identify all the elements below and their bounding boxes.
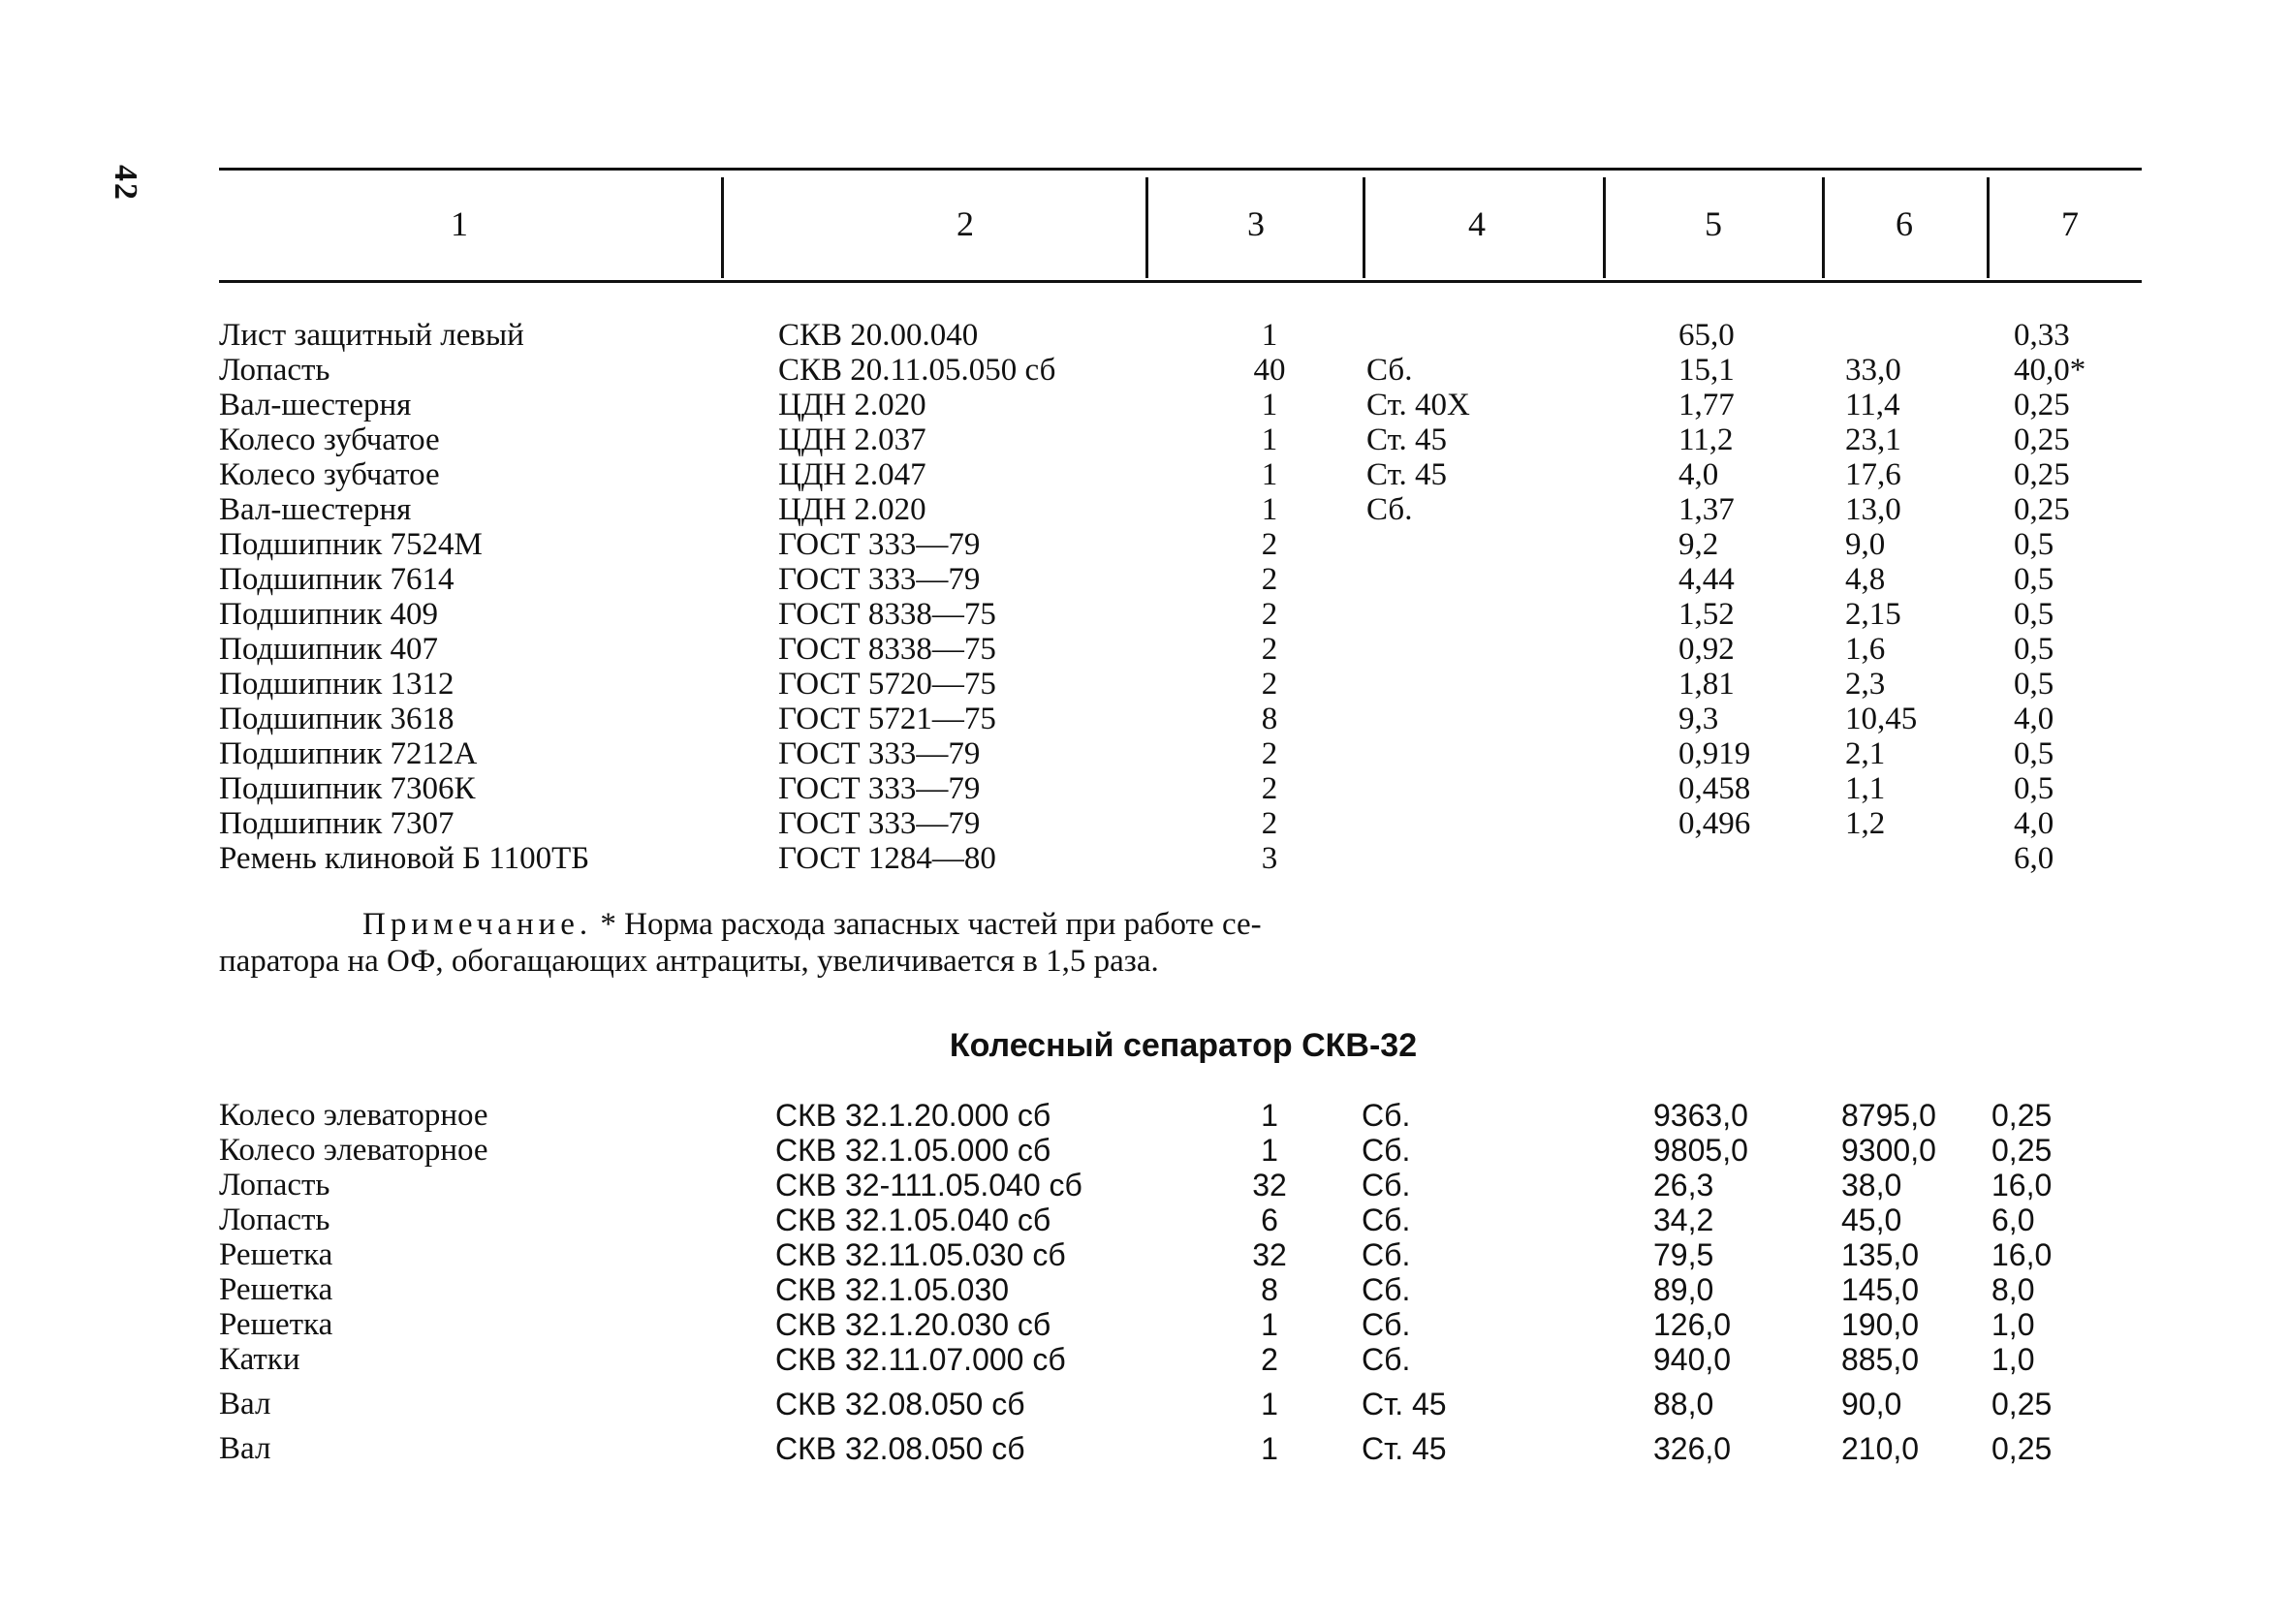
quantity: 1	[1261, 1387, 1278, 1421]
material: Ст. 45	[1362, 1431, 1447, 1466]
part-name: Подшипник 407	[219, 632, 439, 667]
price: 9300,0	[1841, 1133, 1936, 1168]
header-divider	[1145, 177, 1148, 278]
norm: 0,5	[2014, 597, 2054, 632]
price: 10,45	[1845, 702, 1918, 736]
material: Ст. 45	[1366, 457, 1448, 492]
norm: 0,25	[2014, 457, 2070, 492]
price: 23,1	[1845, 422, 1901, 457]
part-designation: ГОСТ 8338—75	[778, 597, 996, 632]
weight: 89,0	[1653, 1272, 1714, 1307]
header-divider	[1363, 177, 1365, 278]
price: 33,0	[1845, 353, 1901, 388]
footnote-title: Примечание.	[362, 907, 593, 942]
price: 45,0	[1841, 1202, 1902, 1237]
quantity: 2	[1261, 597, 1278, 632]
quantity: 1	[1261, 492, 1278, 527]
quantity: 2	[1261, 771, 1278, 806]
price: 9,0	[1845, 527, 1886, 562]
weight: 4,0	[1678, 457, 1719, 492]
column-header-7: 7	[2061, 204, 2079, 243]
part-designation: ГОСТ 333—79	[778, 562, 981, 597]
weight: 15,1	[1678, 353, 1735, 388]
norm: 0,5	[2014, 632, 2054, 667]
part-designation: СКВ 32.11.07.000 сб	[775, 1342, 1066, 1377]
material: Ст. 45	[1362, 1387, 1447, 1421]
weight: 326,0	[1653, 1431, 1732, 1466]
norm: 0,5	[2014, 562, 2054, 597]
norm: 0,25	[2014, 422, 2070, 457]
price: 885,0	[1841, 1342, 1920, 1377]
part-name: Колесо зубчатое	[219, 457, 440, 492]
part-name: Решетка	[219, 1307, 333, 1342]
part-designation: ГОСТ 8338—75	[778, 632, 996, 667]
weight: 4,44	[1678, 562, 1735, 597]
norm: 0,25	[2014, 492, 2070, 527]
norm: 4,0	[2014, 702, 2054, 736]
norm: 16,0	[1991, 1168, 2053, 1202]
quantity: 2	[1261, 1342, 1278, 1377]
norm: 0,25	[1991, 1098, 2053, 1133]
price: 2,15	[1845, 597, 1901, 632]
part-designation: СКВ 32.1.20.030 сб	[775, 1307, 1051, 1342]
quantity: 2	[1261, 667, 1278, 702]
part-designation: ГОСТ 1284—80	[778, 841, 996, 876]
part-name: Колесо зубчатое	[219, 422, 440, 457]
part-designation: ГОСТ 5720—75	[778, 667, 996, 702]
material: Сб.	[1366, 353, 1413, 388]
price: 1,1	[1845, 771, 1886, 806]
part-designation: СКВ 20.00.040	[778, 318, 979, 353]
quantity: 1	[1261, 1307, 1278, 1342]
part-name: Вал-шестерня	[219, 492, 412, 527]
norm: 1,0	[1991, 1307, 2035, 1342]
part-name: Колесо элеваторное	[219, 1098, 488, 1133]
part-name: Лопасть	[219, 1202, 330, 1237]
part-designation: ЦДН 2.047	[778, 457, 926, 492]
part-designation: ГОСТ 333—79	[778, 806, 981, 841]
price: 2,1	[1845, 736, 1886, 771]
quantity: 32	[1252, 1237, 1287, 1272]
weight: 1,81	[1678, 667, 1735, 702]
quantity: 8	[1261, 702, 1278, 736]
part-designation: СКВ 32.11.05.030 сб	[775, 1237, 1066, 1272]
part-name: Подшипник 7212А	[219, 736, 478, 771]
price: 1,2	[1845, 806, 1886, 841]
price: 4,8	[1845, 562, 1886, 597]
weight: 1,37	[1678, 492, 1735, 527]
price: 190,0	[1841, 1307, 1920, 1342]
part-name: Колесо элеваторное	[219, 1133, 488, 1168]
weight: 26,3	[1653, 1168, 1714, 1202]
part-designation: СКВ 32.1.05.000 сб	[775, 1133, 1051, 1168]
column-header-3: 3	[1247, 204, 1265, 243]
part-name: Решетка	[219, 1272, 333, 1307]
weight: 1,52	[1678, 597, 1735, 632]
price: 135,0	[1841, 1237, 1920, 1272]
norm: 4,0	[2014, 806, 2054, 841]
part-designation: ГОСТ 333—79	[778, 736, 981, 771]
part-name: Лопасть	[219, 353, 330, 388]
part-name: Вал	[219, 1431, 271, 1466]
part-name: Вал-шестерня	[219, 388, 412, 422]
norm: 0,5	[2014, 527, 2054, 562]
norm: 0,25	[1991, 1133, 2053, 1168]
price: 13,0	[1845, 492, 1901, 527]
weight: 9,2	[1678, 527, 1719, 562]
material: Сб.	[1366, 492, 1413, 527]
header-divider	[1822, 177, 1825, 278]
page-number: 42	[108, 165, 143, 202]
part-name: Лист защитный левый	[219, 318, 524, 353]
quantity: 2	[1261, 806, 1278, 841]
part-designation: СКВ 32.1.05.030	[775, 1272, 1010, 1307]
weight: 34,2	[1653, 1202, 1714, 1237]
price: 8795,0	[1841, 1098, 1936, 1133]
weight: 0,919	[1678, 736, 1751, 771]
weight: 1,77	[1678, 388, 1735, 422]
norm: 0,25	[1991, 1431, 2053, 1466]
weight: 9,3	[1678, 702, 1719, 736]
header-divider	[1603, 177, 1606, 278]
price: 145,0	[1841, 1272, 1920, 1307]
quantity: 1	[1261, 1133, 1278, 1168]
price: 17,6	[1845, 457, 1901, 492]
weight: 9805,0	[1653, 1133, 1748, 1168]
quantity: 1	[1261, 318, 1278, 353]
quantity: 8	[1261, 1272, 1278, 1307]
column-header-2: 2	[956, 204, 974, 243]
quantity: 2	[1261, 632, 1278, 667]
part-name: Катки	[219, 1342, 300, 1377]
part-designation: СКВ 32.08.050 сб	[775, 1431, 1025, 1466]
part-designation: СКВ 20.11.05.050 сб	[778, 353, 1056, 388]
material: Ст. 45	[1366, 422, 1448, 457]
part-name: Ремень клиновой Б 1100ТБ	[219, 841, 590, 876]
material: Сб.	[1362, 1272, 1411, 1307]
quantity: 2	[1261, 562, 1278, 597]
header-divider	[721, 177, 724, 278]
norm: 8,0	[1991, 1272, 2035, 1307]
quantity: 3	[1261, 841, 1278, 876]
section-title: Колесный сепаратор СКВ-32	[949, 1027, 1418, 1064]
part-designation: ЦДН 2.020	[778, 492, 926, 527]
part-name: Подшипник 7306К	[219, 771, 476, 806]
norm: 0,5	[2014, 667, 2054, 702]
norm: 0,5	[2014, 736, 2054, 771]
price: 210,0	[1841, 1431, 1920, 1466]
weight: 940,0	[1653, 1342, 1732, 1377]
material: Сб.	[1362, 1342, 1411, 1377]
quantity: 40	[1253, 353, 1286, 388]
part-name: Подшипник 1312	[219, 667, 455, 702]
weight: 0,92	[1678, 632, 1735, 667]
quantity: 1	[1261, 1431, 1278, 1466]
weight: 0,496	[1678, 806, 1751, 841]
footnote-line-1: * Норма расхода запасных частей при работе се-	[592, 907, 1262, 942]
price: 1,6	[1845, 632, 1886, 667]
quantity: 1	[1261, 422, 1278, 457]
part-name: Подшипник 7307	[219, 806, 455, 841]
header-divider	[1987, 177, 1990, 278]
norm: 1,0	[1991, 1342, 2035, 1377]
quantity: 1	[1261, 388, 1278, 422]
footnote	[219, 906, 1595, 980]
part-designation: СКВ 32-111.05.040 сб	[775, 1168, 1082, 1202]
material: Сб.	[1362, 1168, 1411, 1202]
norm: 40,0*	[2014, 353, 2086, 388]
weight: 126,0	[1653, 1307, 1732, 1342]
weight: 0,458	[1678, 771, 1751, 806]
column-header-6: 6	[1896, 204, 1913, 243]
norm: 0,33	[2014, 318, 2070, 353]
quantity: 1	[1261, 457, 1278, 492]
material: Сб.	[1362, 1098, 1411, 1133]
material: Сб.	[1362, 1307, 1411, 1342]
part-designation: ГОСТ 5721—75	[778, 702, 996, 736]
table-header-rule	[219, 280, 2142, 283]
norm: 6,0	[2014, 841, 2054, 876]
part-designation: ЦДН 2.037	[778, 422, 926, 457]
quantity: 2	[1261, 527, 1278, 562]
price: 38,0	[1841, 1168, 1902, 1202]
quantity: 32	[1252, 1168, 1287, 1202]
weight: 79,5	[1653, 1237, 1714, 1272]
column-header-5: 5	[1705, 204, 1722, 243]
price: 2,3	[1845, 667, 1886, 702]
weight: 9363,0	[1653, 1098, 1748, 1133]
quantity: 6	[1261, 1202, 1278, 1237]
weight: 11,2	[1678, 422, 1734, 457]
price: 11,4	[1845, 388, 1900, 422]
part-designation: ЦДН 2.020	[778, 388, 926, 422]
part-name: Подшипник 7614	[219, 562, 455, 597]
weight: 88,0	[1653, 1387, 1714, 1421]
norm: 0,25	[1991, 1387, 2053, 1421]
part-name: Вал	[219, 1387, 271, 1421]
table-top-rule	[219, 168, 2142, 171]
quantity: 2	[1261, 736, 1278, 771]
part-name: Подшипник 3618	[219, 702, 455, 736]
column-header-1: 1	[451, 204, 468, 243]
part-designation: СКВ 32.08.050 сб	[775, 1387, 1025, 1421]
norm: 6,0	[1991, 1202, 2035, 1237]
column-header-4: 4	[1468, 204, 1486, 243]
part-name: Лопасть	[219, 1168, 330, 1202]
norm: 0,25	[2014, 388, 2070, 422]
material: Сб.	[1362, 1202, 1411, 1237]
part-name: Подшипник 409	[219, 597, 439, 632]
norm: 0,5	[2014, 771, 2054, 806]
quantity: 1	[1261, 1098, 1278, 1133]
part-designation: СКВ 32.1.05.040 сб	[775, 1202, 1051, 1237]
material: Ст. 40Х	[1366, 388, 1470, 422]
part-name: Подшипник 7524М	[219, 527, 483, 562]
weight: 65,0	[1678, 318, 1735, 353]
norm: 16,0	[1991, 1237, 2053, 1272]
part-designation: ГОСТ 333—79	[778, 771, 981, 806]
material: Сб.	[1362, 1133, 1411, 1168]
part-designation: ГОСТ 333—79	[778, 527, 981, 562]
price: 90,0	[1841, 1387, 1902, 1421]
footnote-line-2: паратора на ОФ, обогащающих антрациты, увеличивается в 1,5 раза.	[219, 944, 1159, 979]
part-name: Решетка	[219, 1237, 333, 1272]
part-designation: СКВ 32.1.20.000 сб	[775, 1098, 1051, 1133]
material: Сб.	[1362, 1237, 1411, 1272]
